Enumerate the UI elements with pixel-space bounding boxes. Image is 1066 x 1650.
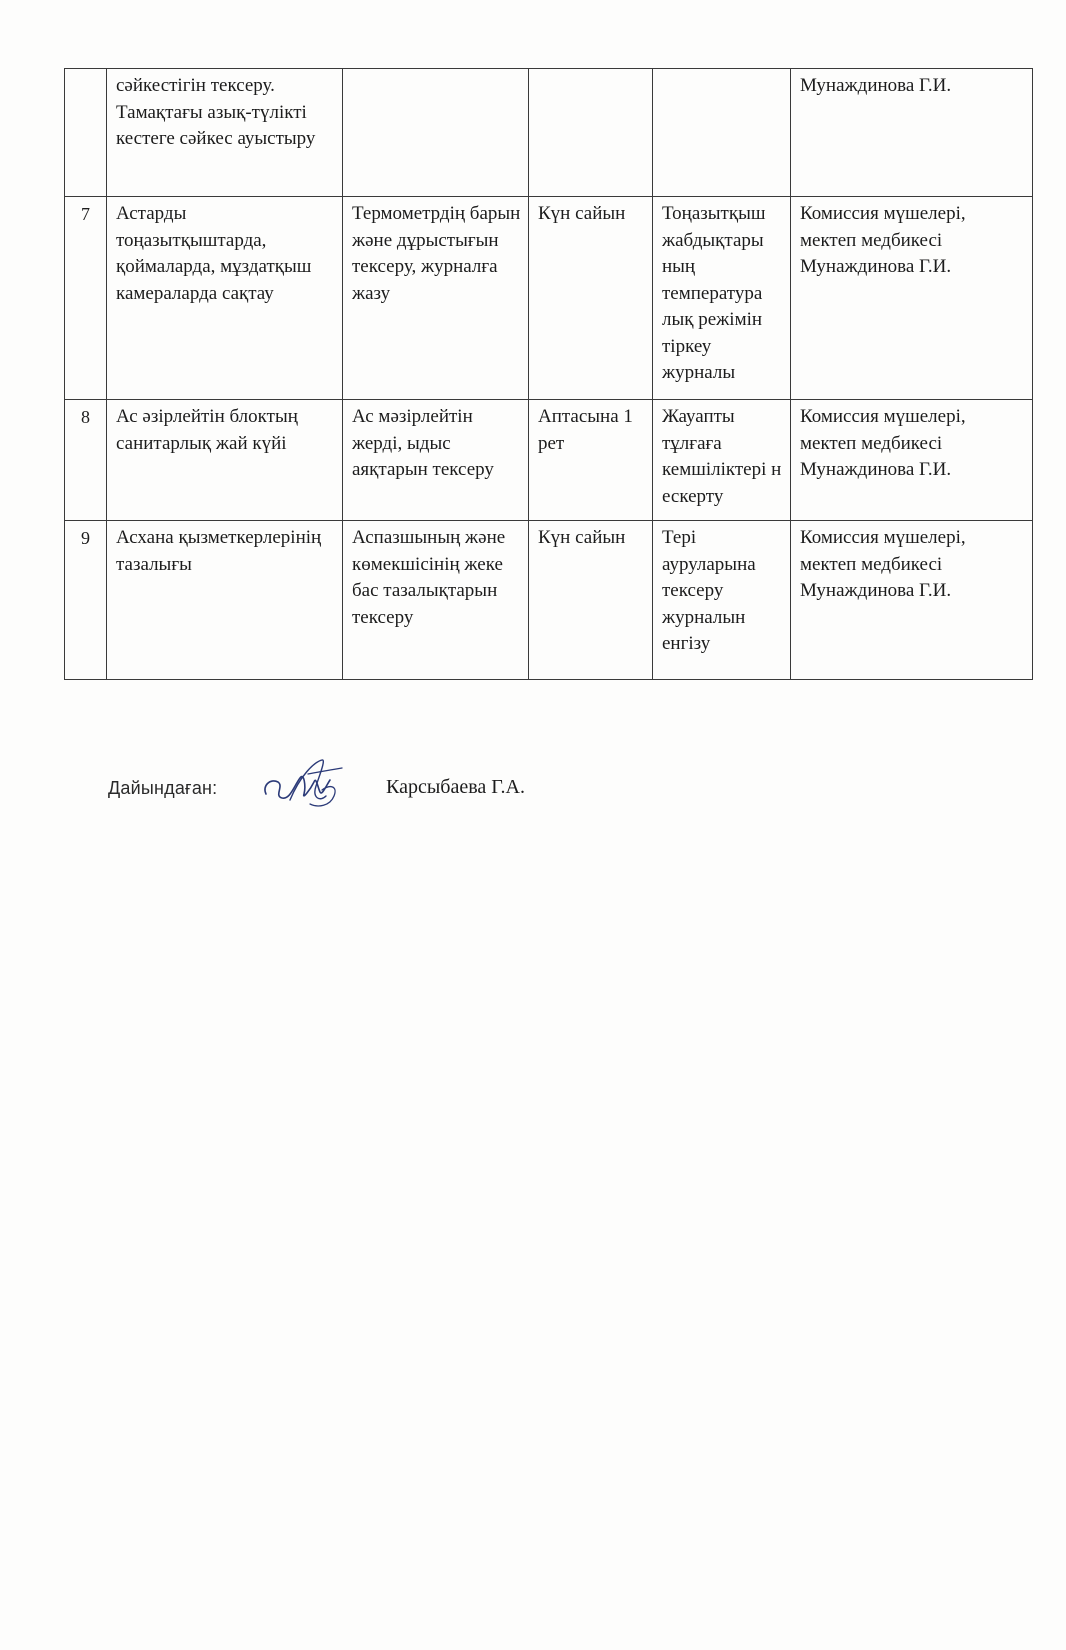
control-plan-table — [64, 68, 1033, 680]
signature-icon — [260, 756, 350, 812]
frequency-cell: Күн сайын — [529, 197, 653, 400]
action-cell — [343, 69, 529, 197]
record-cell: Тері ауруларына тексеру журналын енгізу — [653, 521, 791, 680]
prepared-by-section — [108, 764, 708, 824]
action-cell: Термометрдің барын және дұрыстығын тексеру, журналға жазу — [343, 197, 529, 400]
frequency-cell — [529, 69, 653, 197]
control-item-text: сәйкестігін тексеру. Тамақтағы азық-түлікті кестеге сәйкес ауыстыру — [116, 75, 316, 149]
control-item-cell: Асхана қызметкерлерінің тазалығы — [107, 521, 343, 680]
prepared-by-label: Дайындаған: — [108, 778, 218, 798]
frequency-cell: Күн сайын — [529, 521, 653, 680]
row-number-cell: 8 — [65, 400, 107, 521]
record-cell — [653, 69, 791, 197]
preparer-name: Карсыбаева Г.А. — [386, 776, 526, 798]
action-cell: Аспазшының және көмекшісінің жеке бас тазалықтарын тексеру — [343, 521, 529, 680]
table-row — [65, 69, 1033, 197]
control-item-cell: Астарды тоңазытқыштарда, қоймаларда, мұздатқыш камераларда сақтау — [107, 197, 343, 400]
table-row — [65, 197, 1033, 400]
control-item-cell: Ас әзірлейтін блоктың санитарлық жай күйі — [107, 400, 343, 521]
action-cell: Ас мәзірлейтін жерді, ыдыс аяқтарын тексеру — [343, 400, 529, 521]
responsible-text: Мунаждинова Г.И. — [800, 75, 952, 96]
responsible-cell — [791, 69, 1033, 197]
control-item-cell — [107, 69, 343, 197]
record-cell: Тоңазытқыш жабдықтары ның температура лық режімін тіркеу журналы — [653, 197, 791, 400]
row-number-cell: 7 — [65, 197, 107, 400]
table-row — [65, 521, 1033, 680]
frequency-cell: Аптасына 1 рет — [529, 400, 653, 521]
responsible-cell: Комиссия мүшелері, мектеп медбикесі Мунаждинова Г.И. — [791, 197, 1033, 400]
row-number-cell: 9 — [65, 521, 107, 680]
record-cell: Жауапты тұлғаға кемшіліктері н ескерту — [653, 400, 791, 521]
table-row — [65, 400, 1033, 521]
responsible-cell: Комиссия мүшелері, мектеп медбикесі Мунаждинова Г.И. — [791, 400, 1033, 521]
responsible-cell: Комиссия мүшелері, мектеп медбикесі Мунаждинова Г.И. — [791, 521, 1033, 680]
row-number-cell — [65, 69, 107, 197]
